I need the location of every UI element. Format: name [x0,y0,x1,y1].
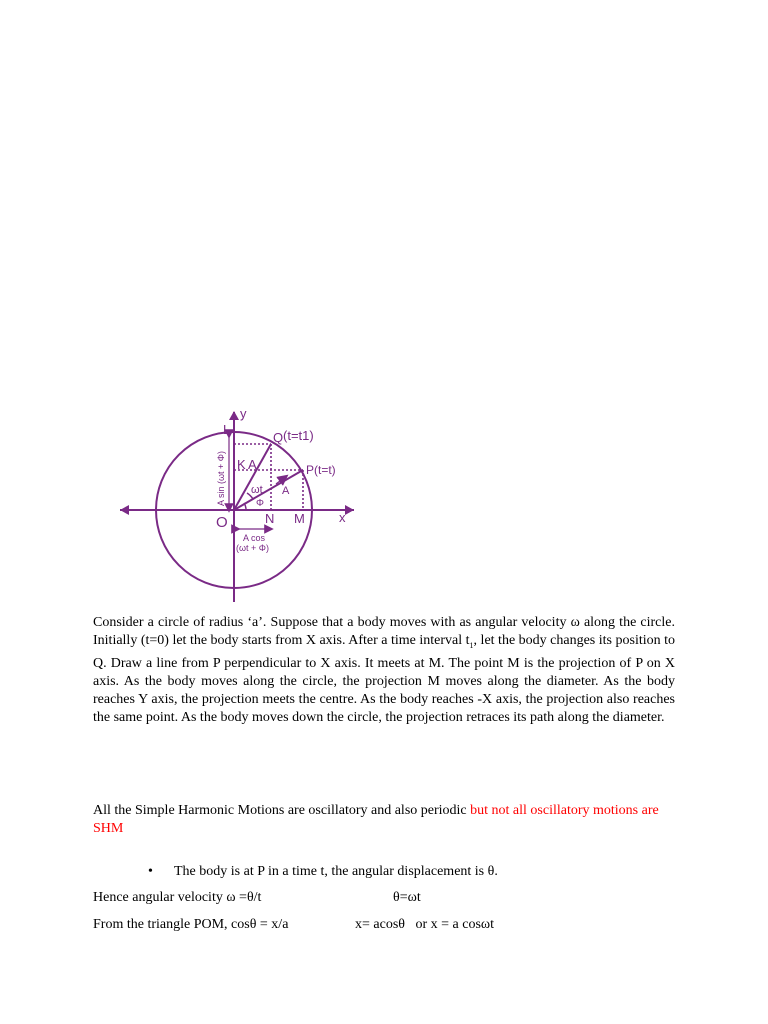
label-Q: Q [273,430,284,445]
label-a-cos-2: (ωt + Φ) [236,543,269,553]
label-M: M [294,511,305,526]
label-K: K [237,457,246,472]
shm-note-text: All the Simple Harmonic Motions are oscillatory and also periodic [93,803,471,818]
label-O: O [216,514,228,531]
x-axis-arrow-left [120,505,129,515]
label-L: L [223,422,231,437]
label-N: N [265,511,275,526]
label-A-upper: A [248,457,257,472]
shm-circle-svg [110,402,370,607]
angular-velocity-line [93,889,421,907]
label-y: y [240,406,247,421]
label-phi: Φ [256,498,264,509]
explanation-part-1: Consider a circle of radius ‘a’. Suppose that a body moves with as angular velocity ω along the circle. Initially (t=0) let the body starts from X axis. After a time interval t [93,615,675,648]
explanation-part-2: , let the body changes its position to Q. Draw a line from P perpendicular to X axis. It meets at M. The point M is the projection of P on X axis. As the body moves along the circle, the projection M moves along the diameter. As the body reaches Y axis, the projection meets the centre. As the body reaches -X axis, the projection also reaches the same point. As the body moves down the circle, the projection retraces its path along the diameter. [93,633,676,725]
label-a-sin: A sin (ωt + Φ) [216,451,226,506]
angular-velocity-text: Hence angular velocity ω =θ/t [93,890,262,905]
triangle-formula: x= acosθ or x = a cosωt [355,917,495,932]
label-A-lower: A [282,485,290,497]
x-axis-arrow-right [345,505,354,515]
explanation-subscript: 1 [469,641,474,650]
bullet-text: The body is at P in a time t, the angular displacement is θ. [174,864,498,879]
shm-note-highlight: but not all oscillatory motions are SHM [93,803,659,836]
label-a-cos-1: A cos [243,533,266,543]
label-P: P(t=t) [306,463,336,477]
shm-circle-diagram [110,402,370,607]
y-axis-arrow-top [229,411,239,420]
label-Q-time: (t=t1) [283,428,314,443]
label-x: x [339,510,346,525]
explanation-paragraph [93,614,675,727]
bullet-symbol: • [148,864,153,879]
shm-note-paragraph [93,802,675,838]
triangle-line [93,916,495,934]
bullet-item [148,863,498,881]
label-wt: ωt [251,484,263,496]
angular-velocity-formula: θ=ωt [393,890,421,905]
triangle-text: From the triangle POM, cosθ = x/a [93,917,289,932]
